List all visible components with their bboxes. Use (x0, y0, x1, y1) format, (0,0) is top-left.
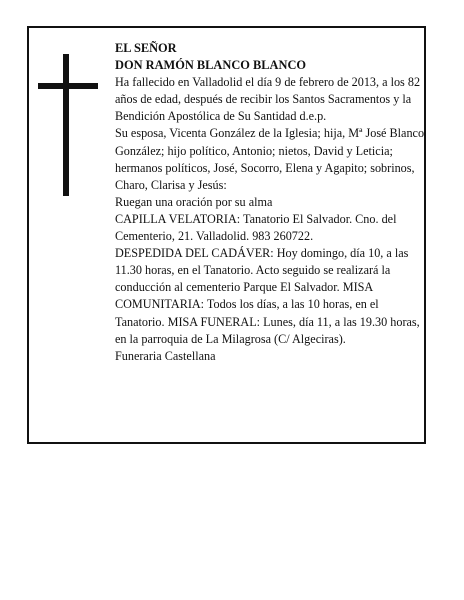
prayer-request: Ruegan una oración por su alma (115, 194, 273, 209)
family-members: Su esposa, Vicenta González de la Iglesia; hija, Mª José Blanco González; hijo político, Antonio; nietos, David y Leticia; hermanos políticos, José, Socorro, Elena y Agapito; sobrinos, Charo, Clarisa y Jesús: (115, 126, 425, 192)
death-announcement: Ha fallecido en Valladolid el día 9 de febrero de 2013, a los 82 años de edad, después de recibir los Santos Sacramentos y la Bendición Apostólica de Su Santidad d.e.p. (115, 75, 421, 124)
cross-icon (38, 54, 98, 196)
deceased-name: DON RAMÓN BLANCO BLANCO (115, 58, 307, 73)
wake-location: CAPILLA VELATORIA: Tanatorio El Salvador. Cno. del Cementerio, 21. Valladolid. 983 260722. (115, 211, 397, 244)
obituary-text (115, 40, 425, 365)
cross-horizontal-bar (38, 83, 98, 89)
funeral-home: Funeraria Castellana (115, 348, 216, 363)
cross-vertical-bar (63, 54, 69, 196)
funeral-schedule: DESPEDIDA DEL CADÁVER: Hoy domingo, día 10, a las 11.30 horas, en el Tanatorio. Acto seguido se realizará la conducción al cementerio Parque El Salvador. MISA COMUNITARIA: Todos los días, a las 10 horas, en el Tanatorio. MISA FUNERAL: Lunes, día 11, a las 19.30 horas, en la parroquia de La Milagrosa (C/ Algeciras). (115, 246, 420, 346)
deceased-title: EL SEÑOR (115, 41, 177, 55)
